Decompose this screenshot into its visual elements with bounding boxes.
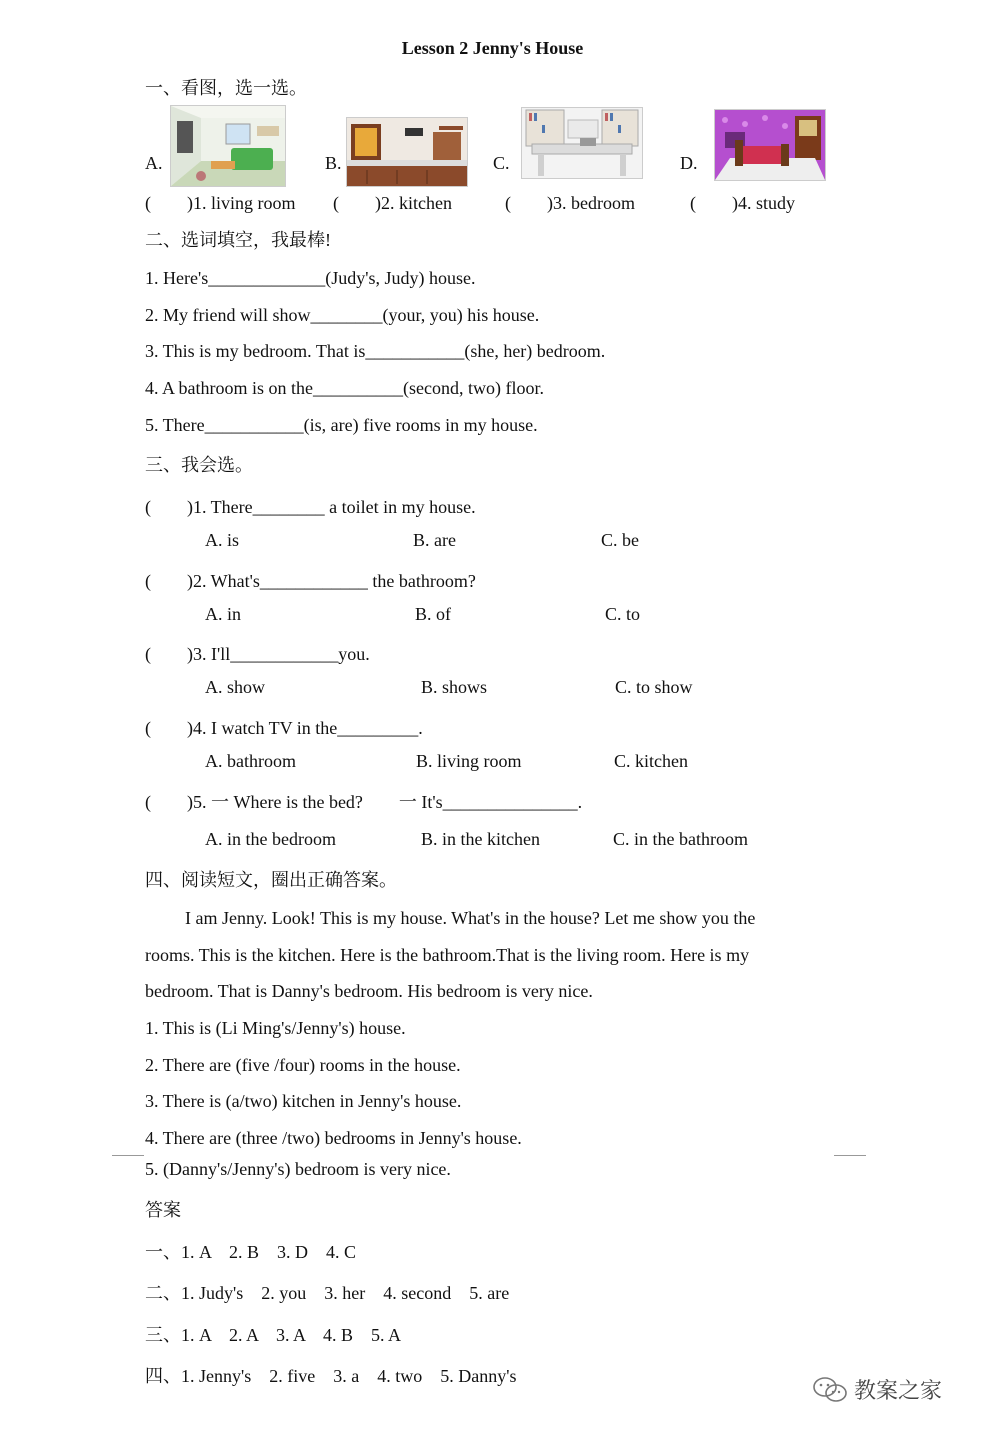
part2-item-3: 3. This is my bedroom. That is___________(she, her) bedroom.	[145, 341, 606, 361]
part4-item-2: 2. There are (five /four) rooms in the house.	[145, 1055, 461, 1075]
watermark-text: 教案之家	[854, 1379, 943, 1404]
part3-q5-option-c: C. in the bathroom	[613, 829, 748, 849]
part3-q4-option-b: B. living room	[416, 751, 522, 771]
passage-line-2: rooms. This is the kitchen. Here is the bathroom.That is the living room. Here is my	[145, 945, 750, 965]
part3-q4-option-a: A. bathroom	[205, 751, 296, 771]
part3-q3-option-a: A. show	[205, 677, 266, 697]
section-heading-1: 一、看图，选一选。	[145, 78, 307, 98]
answer-line-3: 三、1. A 2. A 3. A 4. B 5. A	[145, 1325, 402, 1345]
passage-line-3: bedroom. That is Danny's bedroom. His bedroom is very nice.	[145, 981, 593, 1001]
part4-item-4: 4. There are (three /two) bedrooms in Jenny's house.	[145, 1128, 522, 1148]
part1-item-3: ( )3. bedroom	[505, 193, 635, 213]
page-break-mark-left	[112, 1155, 144, 1156]
section-heading-3: 三、我会选。	[145, 455, 253, 475]
bedroom-image	[714, 109, 826, 181]
wechat-icon	[812, 1376, 848, 1404]
section-heading-4: 四、阅读短文，圈出正确答案。	[145, 870, 397, 890]
part3-q1-option-a: A. is	[205, 530, 240, 550]
part3-question-3: ( )3. I'll____________you.	[145, 644, 370, 664]
pic-label-a: A.	[145, 153, 163, 173]
part1-item-4: ( )4. study	[690, 193, 795, 213]
part4-item-3: 3. There is (a/two) kitchen in Jenny's house.	[145, 1091, 462, 1111]
pic-label-b: B.	[325, 153, 342, 173]
part3-q1-option-b: B. are	[413, 530, 456, 550]
pic-label-c: C.	[493, 153, 510, 173]
passage-line-1: I am Jenny. Look! This is my house. What's in the house? Let me show you the	[185, 908, 756, 928]
part3-q2-option-b: B. of	[415, 604, 451, 624]
living-room-image	[170, 105, 286, 187]
answer-line-4: 四、1. Jenny's 2. five 3. a 4. two 5. Danny's	[145, 1366, 517, 1386]
part3-q3-option-c: C. to show	[615, 677, 693, 697]
answer-line-1: 一、1. A 2. B 3. D 4. C	[145, 1242, 357, 1262]
part2-item-2: 2. My friend will show________(your, you) his house.	[145, 305, 540, 325]
part3-q2-option-a: A. in	[205, 604, 241, 624]
part3-q3-option-b: B. shows	[421, 677, 488, 697]
pic-label-d: D.	[680, 153, 698, 173]
page-title: Lesson 2 Jenny's House	[401, 38, 584, 58]
section-heading-2: 二、选词填空，我最棒!	[145, 230, 331, 250]
part3-question-4: ( )4. I watch TV in the_________.	[145, 718, 423, 738]
part3-question-1: ( )1. There________ a toilet in my house.	[145, 497, 476, 517]
answer-line-2: 二、1. Judy's 2. you 3. her 4. second 5. are	[145, 1283, 510, 1303]
part3-q5-option-a: A. in the bedroom	[205, 829, 336, 849]
part3-q1-option-c: C. be	[601, 530, 639, 550]
part3-q2-option-c: C. to	[605, 604, 641, 624]
part4-item-1: 1. This is (Li Ming's/Jenny's) house.	[145, 1018, 406, 1038]
part2-item-4: 4. A bathroom is on the__________(second, two) floor.	[145, 378, 544, 398]
study-image	[521, 107, 643, 179]
part2-item-1: 1. Here's_____________(Judy's, Judy) house.	[145, 268, 476, 288]
part1-item-1: ( )1. living room	[145, 193, 296, 213]
kitchen-image	[346, 117, 468, 187]
part4-item-5: 5. (Danny's/Jenny's) bedroom is very nice.	[145, 1159, 451, 1179]
part3-question-5: ( )5. 一 Where is the bed? 一 It's_______________.	[145, 792, 583, 812]
answers-heading: 答案	[145, 1200, 181, 1220]
part2-item-5: 5. There___________(is, are) five rooms in my house.	[145, 415, 538, 435]
part3-q5-option-b: B. in the kitchen	[421, 829, 540, 849]
part1-item-2: ( )2. kitchen	[333, 193, 452, 213]
page-break-mark-right	[834, 1155, 866, 1156]
part3-question-2: ( )2. What's____________ the bathroom?	[145, 571, 476, 591]
watermark	[812, 1374, 942, 1405]
part3-q4-option-c: C. kitchen	[614, 751, 688, 771]
